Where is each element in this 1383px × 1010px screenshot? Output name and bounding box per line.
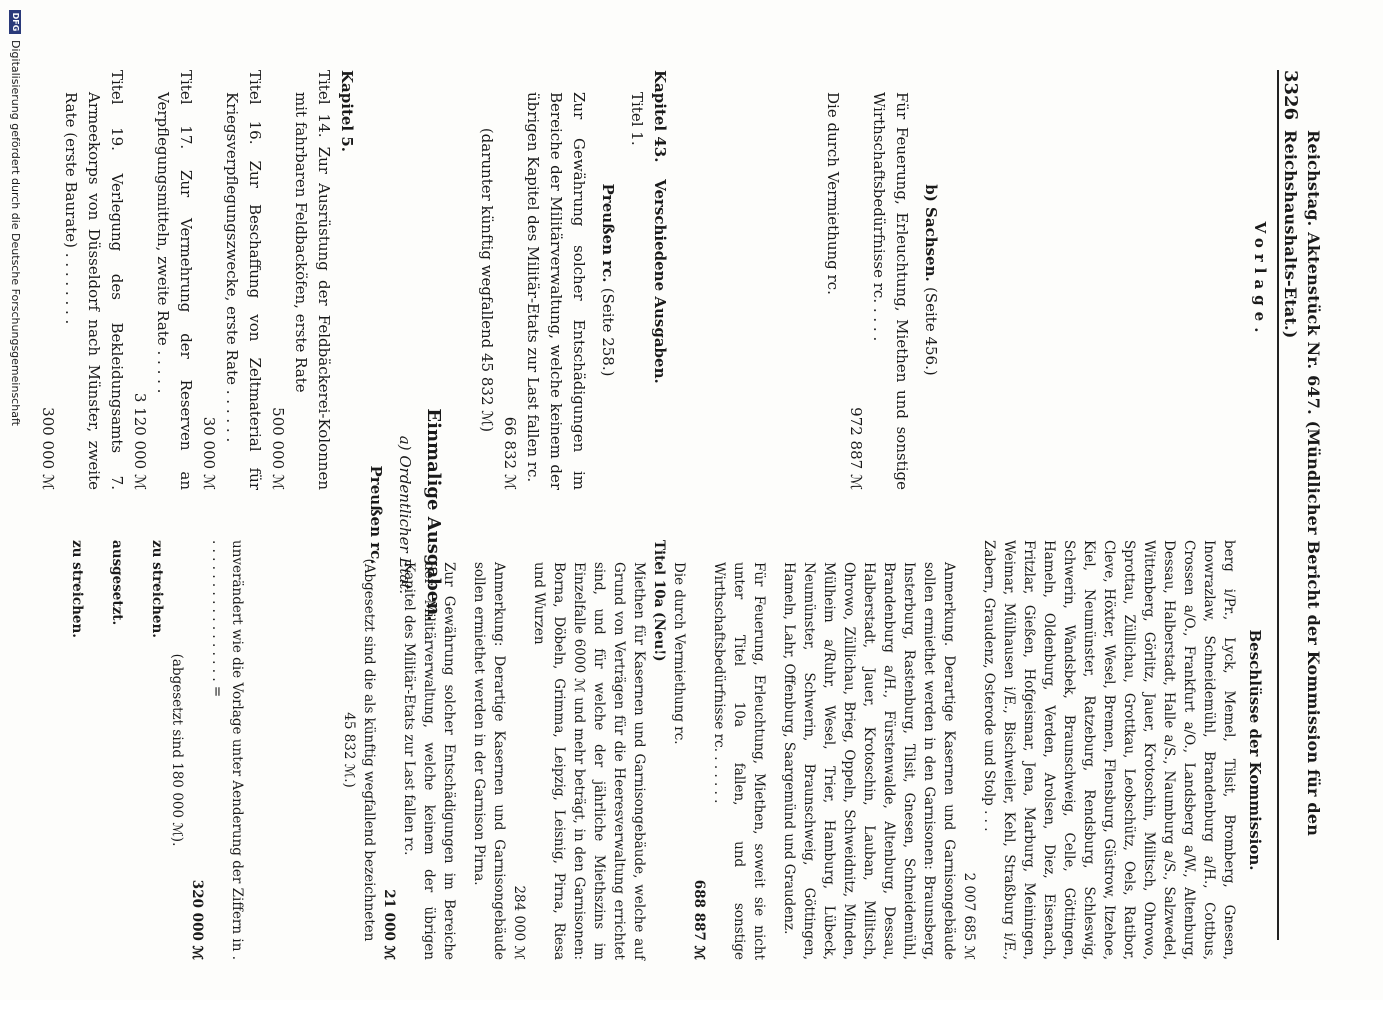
feuerung-text-right: Für Feuerung, Erleuchtung, Miethen, soweit sie nicht unter Titel 10a fallen, und sonstige Wirthschaftsbedürfnisse rc. . . . . . . (711, 562, 767, 960)
footer-credit (4, 0, 27, 1010)
titel19-amount: 300 000 ℳ (39, 407, 57, 490)
gewaehrung-amount-right: 21 000 ℳ (381, 889, 397, 960)
titel16-amount: 30 000 ℳ (200, 416, 218, 490)
unveraendert-text: unverändert wie die Vorlage unter Aenderung der Ziffern in . . . . . . . . . . . . . . . . . . = (209, 540, 245, 960)
titel1-label: Titel 1. (628, 92, 646, 146)
kapitel43-heading: Kapitel 43. Verschiedene Ausgaben. (651, 70, 669, 384)
titel17-text: Titel 17. Zur Vermehrung der Reserven an Verpflegungsmitteln, zweite Rate . . . . . (154, 70, 195, 490)
abgesetzt-note: (abgesetzt sind 180 000 ℳ). (169, 653, 185, 847)
column-beschluesse (67, 540, 1271, 960)
preussen-heading-2: Preußen rc. (367, 465, 385, 565)
gewaehrung-amount: 66 832 ℳ (501, 416, 519, 490)
blank-area-2 (671, 70, 821, 490)
garrisons-text: berg i/Pr., Lyck, Memel, Tilsit, Bromberg, Gnesen, Inowrazlaw, Schneidemühl, Brandenburg a/H., Cottbus, Crossen a/O., Frankfurt a/O., Landsberg a/W., Altenburg, Dessau, Halberstadt, Halle a/S., Naumburg a/S., Salzwedel, Wittenberg, Görlitz, Jauer, Krotoschin, Militsch, Ohrowo, Sprottau, Züllichau, Grottkau, Leobschütz, Oels, Ratibor, Cleve, Höxter, Wesel, Bremen, Flensburg, Güstrow, Itzehoe, Kiel, Neumünster, Ratzeburg, Rendsburg, Schleswig, Schwerin, Wandsbek, Braunschweig, Celle, Göttingen, Hameln, Oldenburg, Verden, Arolsen, Diez, Eisenach, Fritzlar, Gießen, Hofgeismar, Jena, Marburg, Meiningen, Weimar, Mülhausen i/E., Bischweiler, Kehl, Straßburg i/E., Zabern, Graudenz, Osterode und Stolp . . . (981, 540, 1237, 960)
beschluesse-heading: Beschlüsse der Kommission. (1246, 629, 1264, 871)
titel19-text: Titel 19. Verlegung des Bekleidungsamts 7. Armeekorps von Düsseldorf nach Münster, zweite Rate (erste Baurate) . . . . . . . . (62, 70, 126, 490)
footer-text: Digitalisierung gefördert durch die Deutsche Forschungsgemeinschaft (9, 40, 22, 426)
feuerung-amount-right: 688 887 ℳ (691, 879, 707, 960)
vorlage-heading: Vorlage. (1251, 221, 1269, 339)
einmalige-heading: Einmalige Ausgaben. (423, 408, 444, 622)
titel14-amount: 500 000 ℳ (269, 407, 287, 490)
dfg-logo-icon: DFG (10, 10, 22, 34)
gewaehrung-note-right: (Abgesetzt sind die als künftig wegfallend bezeichneten 45 832 ℳ.) (341, 558, 377, 942)
blank-area (948, 70, 1248, 490)
titel16-text: Titel 16. Zur Beschaffung von Zeltmaterial für Kriegsverpflegungszwecke, erste Rate . . . . . . (223, 70, 264, 490)
garrisons-amount: 2 007 685 ℳ (961, 872, 977, 960)
feuerung-amount: 972 887 ℳ (847, 407, 865, 490)
gewaehrung-text-right: Zur Gewährung solcher Entschädigungen im Bereiche der Militärverwaltung, welche keinem der übrigen Kapitel des Militär-Etats zur Last fallen rc. (401, 562, 457, 960)
page-number: 3326 (1280, 70, 1301, 121)
zu-streichen-2: zu streichen. (69, 540, 85, 638)
titel17-amount: 3 120 000 ℳ (131, 392, 149, 490)
anmerkung-2: Anmerkung: Derartige Kasernen und Garnisongebäude sollen ermiethet werden in der Garnison Pirna. (471, 562, 507, 960)
gewaehrung-text: Zur Gewährung solcher Entschädigungen im Bereiche der Militärverwaltung, welche keinem der übrigen Kapitel des Militär-Etats zur Last fallen rc. (524, 92, 588, 490)
preussen-heading: Preußen rc. (Seite 258.) (599, 183, 617, 377)
unveraendert-amount: 320 000 ℳ (189, 879, 205, 960)
header-title: Reichstag. Aktenstück Nr. 647. (Mündlicher Bericht der Kommission für den Reichshaushalts-Etat.) (1281, 130, 1323, 837)
feuerung-text: Für Feuerung, Erleuchtung, Miethen und sonstige Wirthschaftsbedürfnisse rc. . . . . (870, 92, 911, 490)
miethen-text: Miethen für Kasernen und Garnisongebäude, welche auf Grund von Verträgen für die Heeresverwaltung errichtet sind, und für welche der jährliche Miethszins im Einzelfalle 6000 ℳ und mehr beträgt, in den Garnisonen: Borna, Döbeln, Grimma, Leipzig, Leisnig, Pirna, Riesa und Wurzen (531, 562, 647, 960)
vermiethung-text-right: Die durch Vermiethung rc. (671, 562, 687, 745)
zu-streichen-1: zu streichen. (149, 540, 165, 638)
kapitel5-heading: Kapitel 5. (338, 70, 356, 152)
vermiethung-text: Die durch Vermiethung rc. (824, 92, 842, 295)
miethen-amount: 284 000 ℳ (511, 885, 527, 960)
gewaehrung-note: (darunter künftig wegfallend 45 832 ℳ) (478, 127, 496, 433)
page-header (1277, 70, 1323, 940)
anmerkung-1: Anmerkung. Derartige Kasernen und Garnisongebäude sollen ermiethet werden in den Garnisonen: Braunsberg, Insterburg, Rastenburg, Tilsit, Gnesen, Schneidemühl, Brandenburg a/H., Fürstenwalde, Altenburg, Dessau, Halberstadt, Jauer, Krotoschin, Lauban, Militsch, Ohrowo, Züllichau, Brieg, Oppeln, Schweidnitz, Minden, Mülheim a/Ruhr, Wesel, Trier, Hamburg, Lübeck, Neumünster, Schwerin, Braunschweig, Göttingen, Hameln, Lahr, Offenburg, Saargemünd und Graudenz. (781, 562, 957, 960)
sachsen-heading: b) Sachsen. (Seite 456.) (922, 184, 940, 376)
titel14-text: Titel 14. Zur Ausrüstung der Feldbäckerei-Kolonnen mit fahrbaren Feldbacköfen, erste Rate (292, 70, 333, 490)
titel10a-label: Titel 10a (Neu!) (651, 540, 667, 662)
ordentlicher-heading: a) Ordentlicher Etat. (396, 435, 414, 595)
ausgesetzt: ausgesetzt. (109, 540, 125, 626)
